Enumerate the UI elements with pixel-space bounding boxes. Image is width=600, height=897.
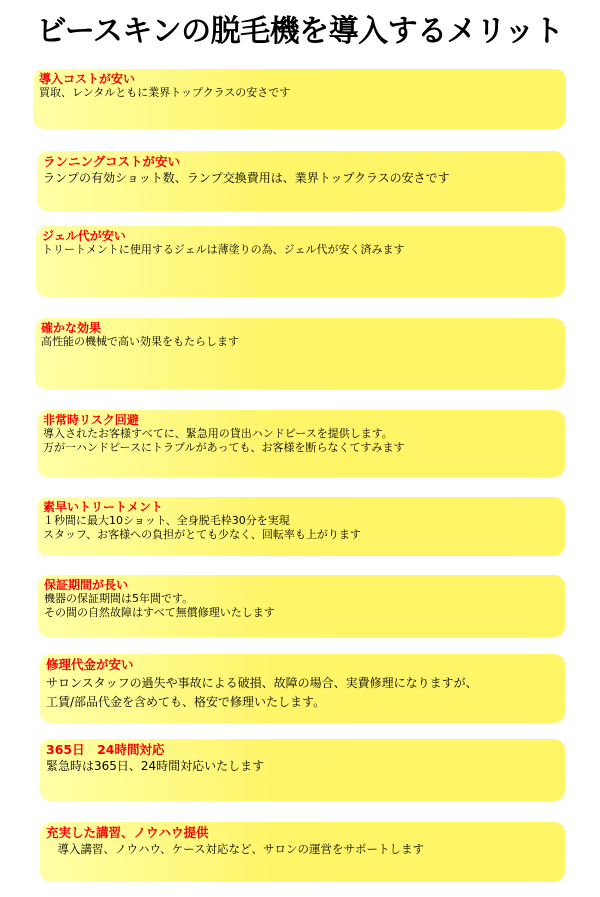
merit-card-effect: [35, 318, 565, 389]
merit-title: 365日 24時間対応: [46, 742, 165, 757]
merit-card-risk-avoidance: [37, 410, 565, 477]
merit-description: 工賃/部品代金を含めても、格安で修理いたします。: [46, 695, 326, 709]
merit-title: ジェル代が安い: [42, 229, 126, 243]
page-title: ビースキンの脱毛機を導入するメリット: [36, 14, 564, 49]
merit-description: 高性能の機械で高い効果をもたらします: [41, 335, 239, 348]
merit-description: 導入講習、ノウハウ、ケース対応など、サロンの運営をサポートします: [46, 842, 425, 856]
merit-title: ランニングコストが安い: [43, 154, 181, 169]
merit-card-support-hours: [40, 739, 565, 801]
merit-description: 緊急時は365日、24時間対応いたします: [46, 759, 265, 773]
merit-description: 機器の保証期間は5年間です。: [44, 592, 194, 605]
merit-card-training: [40, 822, 565, 882]
merit-title: 素早いトリートメント: [43, 500, 163, 514]
merit-description: サロンスタッフの過失や事故による破損、故障の場合、実費修理になりますが、: [46, 676, 478, 690]
merit-title: 保証期間が長い: [44, 578, 129, 592]
merit-card-running-cost: [37, 151, 565, 211]
merit-card-initial-cost: [33, 69, 566, 129]
merit-title: 充実した講習、ノウハウ提供: [46, 825, 209, 840]
merit-description: 導入されたお客様すべてに、緊急用の貸出ハンドピースを提供します。: [43, 427, 393, 440]
merit-title: 導入コストが安い: [39, 72, 136, 86]
merit-title: 非常時リスク回避: [43, 413, 139, 427]
merit-card-repair-cost: [40, 654, 565, 723]
merit-card-warranty: [38, 575, 565, 637]
merit-card-gel-cost: [36, 226, 565, 297]
merit-description: ランプの有効ショット数、ランプ交換費用は、業界トップクラスの安さです: [43, 171, 450, 185]
merit-title: 確かな効果: [41, 321, 102, 335]
merit-description: 万が一ハンドピースにトラブルがあっても、お客様を断らなくてすみます: [43, 441, 405, 454]
merit-description: 買取、レンタルともに業界トップクラスの安さです: [39, 86, 291, 99]
merit-description: スタッフ、お客様への負担がとても少なく、回転率も上がります: [43, 528, 361, 541]
merit-description: その間の自然故障はすべて無償修理いたします: [44, 606, 275, 619]
merit-card-fast-treatment: [37, 497, 565, 556]
merit-title: 修理代金が安い: [46, 657, 134, 672]
merit-description: トリートメントに使用するジェルは薄塗りの為、ジェル代が安く済みます: [42, 243, 405, 256]
merit-description: １秒間に最大10ショット、全身脱毛枠30分を実現: [43, 514, 290, 527]
